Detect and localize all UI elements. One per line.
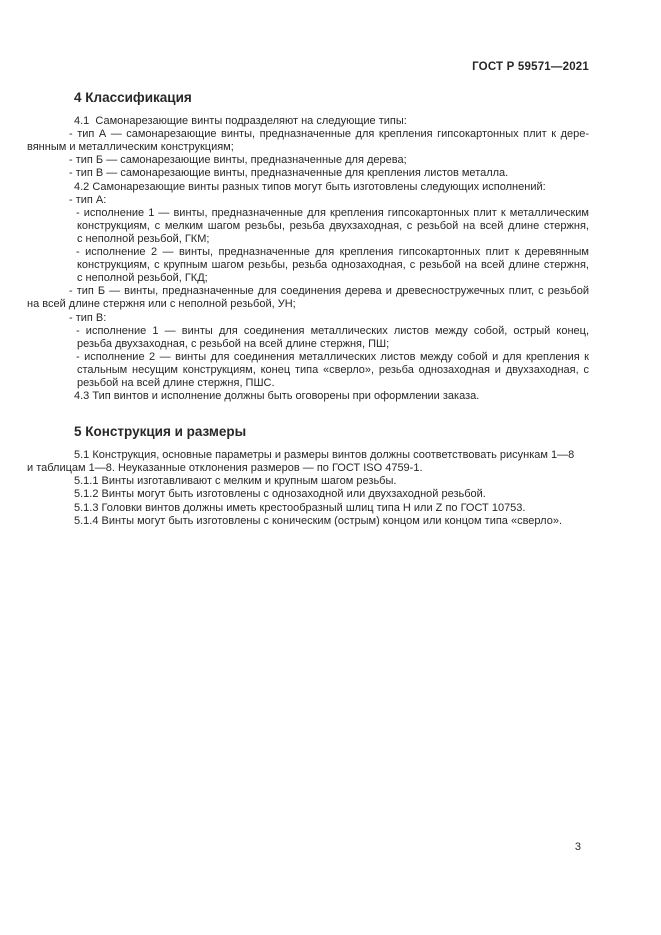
section-4-body — [27, 115, 589, 403]
item-a-isp1-cont-1: конструкциям, с мелким шагом резьбы, резьба двухзаходная, с резьбой на всей длине стержня, — [77, 219, 589, 232]
item-type-a-variants: - тип А: — [69, 193, 107, 206]
item-type-b: - тип Б — самонарезающие винты, предназначенные для дерева; — [69, 154, 407, 167]
item-a-isp2-cont-2: с неполной резьбой, ГКД; — [77, 272, 208, 285]
clause-5-1-4: 5.1.4 Винты могут быть изготовлены с коническим (острым) концом или концом типа «сверло». — [74, 514, 562, 527]
item-a-ispolnenie-2: - исполнение 2 — винты, предназначенные для крепления гипсокартонных плит к деревянным — [76, 246, 589, 259]
page-number: 3 — [574, 841, 581, 853]
clause-5-1-cont: и таблицам 1—8. Неуказанные отклонения размеров — по ГОСТ ISO 4759-1. — [27, 462, 423, 475]
item-v-ispolnenie-1: - исполнение 1 — винты для соединения металлических листов между собой, острый конец, — [76, 324, 589, 337]
item-type-v: - тип В — самонарезающие винты, предназначенные для крепления листов металла. — [69, 167, 509, 180]
clause-5-1: 5.1 Конструкция, основные параметры и размеры винтов должны соответствовать рисункам 1—8 — [74, 449, 575, 462]
clause-4-2: 4.2 Самонарезающие винты разных типов могут быть изготовлены следующих исполнений: — [74, 180, 546, 193]
section-5-heading: 5 Конструкция и размеры — [74, 424, 247, 440]
item-v-isp1-cont: резьба двухзаходная, с резьбой на всей длине стержня, ПШ; — [77, 337, 390, 350]
section-5-body — [27, 449, 589, 528]
item-type-b-desc-cont: на всей длине стержня или с неполной резьбой, УН; — [27, 298, 296, 311]
item-a-ispolnenie-1: - исполнение 1 — винты, предназначенные для крепления гипсокартонных плит к металлическим — [76, 206, 589, 219]
section-4-heading: 4 Классификация — [74, 90, 192, 106]
item-type-b-desc: - тип Б — винты, предназначенные для соединения дерева и древесностружечных плит, с резьбой — [69, 285, 589, 298]
page-content — [27, 0, 589, 528]
item-v-ispolnenie-2: - исполнение 2 — винты для соединения металлических листов между собой и для крепления к — [76, 350, 589, 363]
item-type-v-variants: - тип В: — [69, 311, 107, 324]
clause-4-3: 4.3 Тип винтов и исполнение должны быть оговорены при оформлении заказа. — [74, 390, 480, 403]
doc-code: ГОСТ Р 59571—2021 — [472, 61, 589, 73]
clause-5-1-1: 5.1.1 Винты изготавливают с мелким и крупным шагом резьбы. — [74, 475, 397, 488]
clause-4-1: 4.1 Самонарезающие винты подразделяют на следующие типы: — [74, 115, 407, 128]
item-v-isp2-cont-1: стальным несущим конструкциям, конец типа «сверло», резьба однозаходная и двухзаходная, с — [77, 363, 589, 376]
item-type-a: - тип А — самонарезающие винты, предназначенные для крепления гипсокартонных плит к дере- — [69, 128, 589, 141]
item-type-a-cont: вянным и металлическим конструкциям; — [27, 141, 234, 154]
clause-5-1-3: 5.1.3 Головки винтов должны иметь крестообразный шлиц типа H или Z по ГОСТ 10753. — [74, 501, 526, 514]
item-a-isp2-cont-1: конструкциям, с крупным шагом резьбы, резьба однозаходная, с резьбой на всей длине стержня, — [77, 259, 589, 272]
item-a-isp1-cont-2: с неполной резьбой, ГКМ; — [77, 232, 210, 245]
item-v-isp2-cont-2: резьбой на всей длине стержня, ПШС. — [77, 376, 275, 389]
clause-5-1-2: 5.1.2 Винты могут быть изготовлены с однозаходной или двухзаходной резьбой. — [74, 488, 486, 501]
